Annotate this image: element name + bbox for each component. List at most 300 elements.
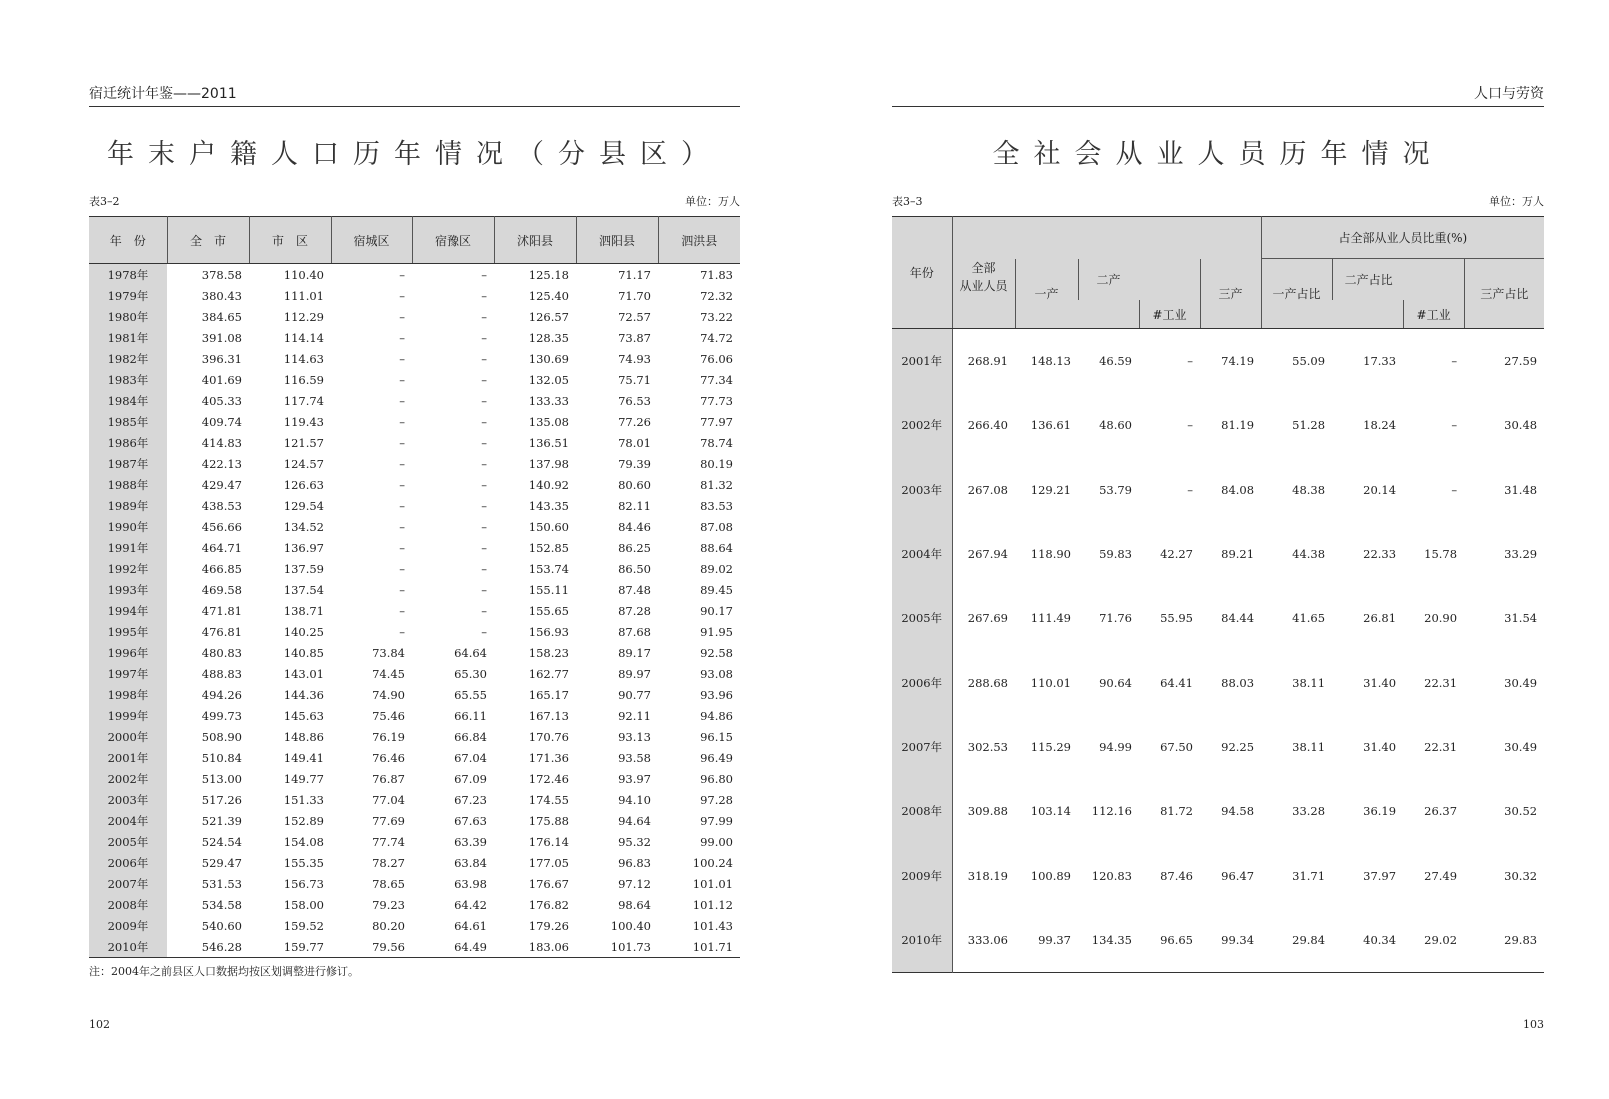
table-row	[89, 726, 740, 747]
table-cell: 101.01	[692, 876, 733, 891]
table-row	[89, 264, 740, 286]
population-table	[89, 216, 740, 958]
table-cell: –	[399, 393, 405, 408]
table-cell: 77.26	[618, 414, 651, 429]
table-row	[89, 432, 740, 453]
table-cell: 51.28	[1292, 418, 1326, 433]
table-cell: 20.90	[1424, 611, 1458, 626]
table-cell: 87.28	[618, 603, 651, 618]
table-cell: 29.83	[1504, 932, 1538, 947]
table-cell: 110.01	[1030, 675, 1071, 690]
table-row	[892, 393, 1544, 457]
table-cell: 76.87	[372, 771, 405, 786]
table-cell: –	[399, 351, 405, 366]
table-cell: –	[481, 414, 487, 429]
page-title: 全社会从业人员历年情况	[992, 139, 1444, 170]
table-cell: 63.39	[454, 834, 487, 849]
table-cell: 99.00	[700, 834, 733, 849]
table-cell: 94.99	[1099, 739, 1132, 754]
table-cell: –	[481, 498, 487, 513]
table-cell: –	[481, 351, 487, 366]
table-cell: 76.06	[700, 351, 733, 366]
table-cell: 158.23	[528, 645, 569, 660]
table-unit: 单位：万人	[1489, 195, 1544, 208]
table-cell: 130.69	[528, 351, 569, 366]
table-cell: 48.38	[1292, 482, 1326, 497]
table-cell: 409.74	[201, 414, 242, 429]
table-cell: –	[399, 498, 405, 513]
table-cell: 499.73	[201, 708, 242, 723]
table-cell: 267.94	[967, 547, 1008, 562]
table-cell: 92.58	[700, 645, 733, 660]
table-cell: 67.04	[454, 750, 487, 765]
table-cell: 71.83	[700, 267, 733, 282]
row-year: 2007年	[892, 715, 952, 779]
table-cell: 31.71	[1292, 868, 1326, 883]
table-cell: 55.95	[1160, 611, 1193, 626]
row-year: 1984年	[89, 390, 167, 411]
table-cell: 88.03	[1221, 675, 1255, 690]
row-year: 2004年	[892, 522, 952, 586]
table-cell: 89.17	[618, 645, 651, 660]
table-cell: 48.60	[1099, 418, 1132, 433]
row-year: 2002年	[892, 393, 952, 457]
table-cell: 93.13	[618, 729, 651, 744]
table-cell: –	[481, 561, 487, 576]
table-cell: –	[481, 477, 487, 492]
row-year: 2005年	[89, 831, 167, 852]
table-cell: 94.64	[618, 813, 651, 828]
column-header: 沭阳县	[494, 217, 576, 264]
table-cell: 73.87	[618, 330, 651, 345]
column-header: 泗阳县	[576, 217, 658, 264]
row-year: 1992年	[89, 558, 167, 579]
table-row	[89, 621, 740, 642]
table-row	[892, 843, 1544, 907]
table-cell: 129.21	[1030, 482, 1071, 497]
table-cell: 40.34	[1363, 932, 1397, 947]
table-cell: 76.19	[372, 729, 405, 744]
table-cell: 84.44	[1221, 611, 1255, 626]
row-year: 1998年	[89, 684, 167, 705]
table-row	[89, 516, 740, 537]
table-cell: 531.53	[201, 876, 242, 891]
table-cell: 79.39	[618, 456, 651, 471]
table-cell: 72.57	[618, 309, 651, 324]
table-cell: 72.32	[700, 288, 733, 303]
table-cell: 154.08	[283, 834, 324, 849]
table-cell: –	[399, 435, 405, 450]
table-cell: 55.09	[1292, 354, 1326, 369]
table-cell: 172.46	[528, 771, 569, 786]
table-cell: 53.79	[1099, 482, 1132, 497]
table-cell: 77.69	[372, 813, 405, 828]
table-cell: 22.31	[1424, 675, 1458, 690]
header-primary-share: 一产占比	[1261, 259, 1332, 329]
table-row	[89, 747, 740, 768]
table-cell: 29.84	[1292, 932, 1326, 947]
table-cell: 93.08	[700, 666, 733, 681]
table-cell: 81.32	[700, 477, 733, 492]
table-row	[89, 348, 740, 369]
table-cell: 136.61	[1030, 418, 1071, 433]
table-row	[89, 894, 740, 915]
table-cell: 150.60	[528, 519, 569, 534]
table-row	[892, 908, 1544, 973]
row-year: 1985年	[89, 411, 167, 432]
table-row	[89, 705, 740, 726]
table-row	[892, 458, 1544, 522]
table-cell: 42.27	[1160, 547, 1193, 562]
table-row	[892, 329, 1544, 394]
table-cell: 333.06	[967, 932, 1008, 947]
row-year: 1995年	[89, 621, 167, 642]
table-cell: 96.80	[700, 771, 733, 786]
table-cell: 517.26	[201, 792, 242, 807]
table-cell: 64.42	[454, 897, 487, 912]
table-row	[89, 327, 740, 348]
table-cell: 136.97	[283, 540, 324, 555]
row-year: 1978年	[89, 264, 167, 286]
header-blank	[1332, 300, 1403, 329]
table-cell: 140.85	[283, 645, 324, 660]
table-cell: 44.38	[1292, 547, 1326, 562]
table-row	[89, 642, 740, 663]
table-cell: 162.77	[528, 666, 569, 681]
table-cell: –	[399, 330, 405, 345]
table-cell: 179.26	[528, 918, 569, 933]
table-cell: 137.98	[528, 456, 569, 471]
table-cell: 64.41	[1160, 675, 1193, 690]
table-cell: 158.00	[283, 897, 324, 912]
table-cell: –	[399, 456, 405, 471]
table-cell: 89.21	[1221, 547, 1255, 562]
row-year: 1979年	[89, 285, 167, 306]
header-secondary-share: 二产占比	[1332, 259, 1464, 301]
table-cell: 100.24	[692, 855, 733, 870]
table-cell: 30.49	[1504, 675, 1538, 690]
table-cell: 156.93	[528, 624, 569, 639]
table-cell: 67.09	[454, 771, 487, 786]
table-cell: 33.29	[1504, 547, 1538, 562]
table-cell: 112.16	[1091, 804, 1132, 819]
row-year: 1990年	[89, 516, 167, 537]
table-cell: –	[399, 477, 405, 492]
table-cell: 152.85	[528, 540, 569, 555]
table-cell: 31.48	[1504, 482, 1538, 497]
table-cell: 83.53	[700, 498, 733, 513]
table-cell: 29.02	[1424, 932, 1458, 947]
employment-table	[892, 216, 1544, 973]
table-cell: –	[399, 372, 405, 387]
table-cell: –	[481, 519, 487, 534]
header-blank	[1078, 300, 1139, 329]
table-cell: 101.71	[692, 939, 733, 954]
table-row	[89, 663, 740, 684]
table-cell: 87.46	[1160, 868, 1193, 883]
table-cell: 155.65	[528, 603, 569, 618]
table-cell: 89.02	[700, 561, 733, 576]
table-row	[89, 936, 740, 958]
table-cell: –	[481, 624, 487, 639]
table-cell: 93.96	[700, 687, 733, 702]
table-cell: 67.23	[454, 792, 487, 807]
running-head: 宿迁统计年鉴——2011	[89, 82, 740, 107]
table-cell: 422.13	[201, 456, 242, 471]
table-cell: 64.64	[454, 645, 487, 660]
table-cell: –	[481, 372, 487, 387]
table-cell: 90.17	[700, 603, 733, 618]
table-cell: 175.88	[528, 813, 569, 828]
table-cell: –	[1451, 482, 1458, 497]
table-cell: 100.40	[610, 918, 651, 933]
column-header: 宿豫区	[412, 217, 494, 264]
table-cell: 414.83	[201, 435, 242, 450]
table-cell: 148.86	[283, 729, 324, 744]
table-meta	[892, 193, 1544, 211]
table-cell: 84.08	[1221, 482, 1255, 497]
table-cell: 99.34	[1221, 932, 1255, 947]
table-cell: 30.49	[1504, 739, 1538, 754]
table-cell: 267.08	[967, 482, 1008, 497]
table-cell: 22.33	[1363, 547, 1397, 562]
table-cell: 78.01	[618, 435, 651, 450]
row-year: 1987年	[89, 453, 167, 474]
table-cell: 137.54	[283, 582, 324, 597]
table-cell: 471.81	[201, 603, 242, 618]
table-row	[89, 474, 740, 495]
table-cell: 92.11	[618, 708, 651, 723]
table-cell: 120.83	[1091, 868, 1132, 883]
header-total: 全部 从业人员	[952, 259, 1015, 329]
header-industry-share: #工业	[1403, 300, 1464, 329]
table-cell: 37.97	[1363, 868, 1397, 883]
header-secondary: 二产	[1078, 259, 1200, 301]
table-cell: 524.54	[201, 834, 242, 849]
row-year: 1999年	[89, 705, 167, 726]
table-row	[892, 715, 1544, 779]
row-year: 2000年	[89, 726, 167, 747]
table-cell: –	[1187, 482, 1193, 497]
table-cell: 97.99	[700, 813, 733, 828]
table-cell: 31.54	[1504, 611, 1538, 626]
table-note: 注：2004年之前县区人口数据均按区划调整进行修订。	[89, 965, 359, 978]
table-cell: 26.81	[1363, 611, 1397, 626]
table-header-row	[89, 217, 740, 264]
table-cell: 64.61	[454, 918, 487, 933]
table-cell: 93.58	[618, 750, 651, 765]
table-cell: 135.08	[528, 414, 569, 429]
page-number: 102	[89, 1018, 110, 1031]
table-cell: 140.92	[528, 477, 569, 492]
table-cell: 101.73	[610, 939, 651, 954]
header-tertiary: 三产	[1200, 259, 1261, 329]
table-cell: 30.52	[1504, 804, 1538, 819]
table-cell: 76.46	[372, 750, 405, 765]
table-cell: 159.77	[283, 939, 324, 954]
table-cell: 401.69	[201, 372, 242, 387]
table-unit: 单位：万人	[685, 195, 740, 208]
table-cell: 119.43	[283, 414, 324, 429]
table-cell: 98.64	[618, 897, 651, 912]
table-cell: 155.11	[528, 582, 569, 597]
table-row	[89, 390, 740, 411]
table-cell: 38.11	[1292, 675, 1326, 690]
table-cell: 87.08	[700, 519, 733, 534]
table-row	[89, 285, 740, 306]
table-cell: –	[481, 288, 487, 303]
table-cell: 66.84	[454, 729, 487, 744]
table-cell: 171.36	[528, 750, 569, 765]
table-cell: 405.33	[201, 393, 242, 408]
table-cell: 318.19	[967, 868, 1008, 883]
table-cell: 114.63	[283, 351, 324, 366]
table-cell: –	[399, 414, 405, 429]
row-year: 2010年	[89, 936, 167, 958]
table-cell: –	[481, 393, 487, 408]
table-cell: 540.60	[201, 918, 242, 933]
table-cell: –	[481, 267, 487, 282]
table-cell: 494.26	[201, 687, 242, 702]
table-row	[89, 684, 740, 705]
table-row	[892, 650, 1544, 714]
table-cell: 88.64	[700, 540, 733, 555]
table-cell: 95.32	[618, 834, 651, 849]
table-cell: 464.71	[201, 540, 242, 555]
table-cell: 81.72	[1160, 804, 1193, 819]
table-cell: –	[399, 603, 405, 618]
table-cell: 103.14	[1030, 804, 1071, 819]
table-cell: 17.33	[1363, 354, 1397, 369]
table-cell: 64.49	[454, 939, 487, 954]
table-row	[892, 779, 1544, 843]
table-cell: 71.17	[618, 267, 651, 282]
table-cell: 384.65	[201, 309, 242, 324]
table-cell: 89.97	[618, 666, 651, 681]
table-row	[89, 873, 740, 894]
table-cell: 266.40	[967, 418, 1008, 433]
table-cell: 90.77	[618, 687, 651, 702]
table-cell: –	[481, 330, 487, 345]
table-cell: 488.83	[201, 666, 242, 681]
table-cell: 101.43	[692, 918, 733, 933]
table-cell: –	[399, 624, 405, 639]
table-cell: –	[1187, 354, 1193, 369]
row-year: 2010年	[892, 908, 952, 973]
row-year: 2007年	[89, 873, 167, 894]
table-cell: 391.08	[201, 330, 242, 345]
table-cell: 80.20	[372, 918, 405, 933]
table-cell: 36.19	[1363, 804, 1397, 819]
row-year: 1988年	[89, 474, 167, 495]
table-cell: –	[1187, 418, 1193, 433]
table-cell: 174.55	[528, 792, 569, 807]
table-cell: 76.53	[618, 393, 651, 408]
table-cell: 137.59	[283, 561, 324, 576]
table-cell: 97.28	[700, 792, 733, 807]
table-cell: 128.35	[528, 330, 569, 345]
table-cell: 77.34	[700, 372, 733, 387]
table-cell: 110.40	[283, 267, 324, 282]
table-cell: 309.88	[967, 804, 1008, 819]
table-row	[89, 915, 740, 936]
table-cell: 79.56	[372, 939, 405, 954]
table-cell: 134.52	[283, 519, 324, 534]
table-meta	[89, 193, 740, 211]
table-cell: 33.28	[1292, 804, 1326, 819]
row-year: 2002年	[89, 768, 167, 789]
header-blank	[952, 217, 1261, 259]
table-cell: –	[399, 519, 405, 534]
table-row	[89, 579, 740, 600]
table-cell: –	[399, 309, 405, 324]
table-cell: 125.40	[528, 288, 569, 303]
table-cell: 97.12	[618, 876, 651, 891]
table-row	[89, 558, 740, 579]
table-cell: 144.36	[283, 687, 324, 702]
table-cell: –	[481, 603, 487, 618]
table-cell: 74.72	[700, 330, 733, 345]
table-cell: 546.28	[201, 939, 242, 954]
table-cell: 94.86	[700, 708, 733, 723]
table-cell: 268.91	[967, 354, 1008, 369]
table-cell: 114.14	[283, 330, 324, 345]
row-year: 1996年	[89, 642, 167, 663]
table-cell: 67.63	[454, 813, 487, 828]
table-cell: 63.98	[454, 876, 487, 891]
table-cell: 138.71	[283, 603, 324, 618]
table-cell: 456.66	[201, 519, 242, 534]
table-row	[89, 852, 740, 873]
table-cell: 87.48	[618, 582, 651, 597]
table-cell: 73.22	[700, 309, 733, 324]
table-cell: 132.05	[528, 372, 569, 387]
table-row	[89, 789, 740, 810]
row-year: 2003年	[892, 458, 952, 522]
table-cell: 176.14	[528, 834, 569, 849]
table-cell: 99.37	[1038, 932, 1071, 947]
row-year: 2008年	[89, 894, 167, 915]
table-cell: 96.15	[700, 729, 733, 744]
table-cell: 80.60	[618, 477, 651, 492]
table-cell: –	[399, 582, 405, 597]
table-row	[892, 586, 1544, 650]
table-cell: 78.27	[372, 855, 405, 870]
table-cell: –	[481, 456, 487, 471]
table-cell: 111.49	[1030, 611, 1071, 626]
table-cell: 480.83	[201, 645, 242, 660]
table-cell: 89.45	[700, 582, 733, 597]
table-cell: 91.95	[700, 624, 733, 639]
table-cell: 121.57	[283, 435, 324, 450]
table-cell: 469.58	[201, 582, 242, 597]
header-primary: 一产	[1015, 259, 1078, 329]
table-cell: 74.45	[372, 666, 405, 681]
table-cell: 63.84	[454, 855, 487, 870]
table-cell: 143.35	[528, 498, 569, 513]
table-row	[89, 810, 740, 831]
row-year: 2001年	[89, 747, 167, 768]
row-year: 2009年	[89, 915, 167, 936]
column-header: 全 市	[167, 217, 249, 264]
table-cell: 177.05	[528, 855, 569, 870]
table-row	[89, 831, 740, 852]
column-header: 市 区	[249, 217, 331, 264]
table-cell: 96.83	[618, 855, 651, 870]
table-cell: 96.47	[1221, 868, 1255, 883]
table-cell: 153.74	[528, 561, 569, 576]
table-cell: 94.58	[1221, 804, 1255, 819]
